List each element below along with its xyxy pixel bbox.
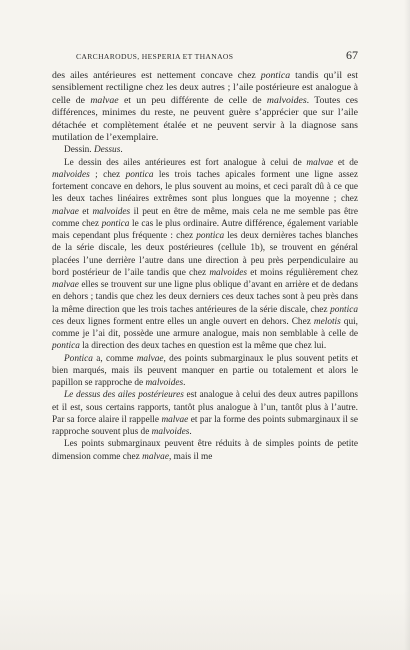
text-run: et moins régulièrement chez — [247, 267, 358, 278]
paragraph-2 — [52, 157, 358, 353]
text-run: les deux dernières taches blanches de la série discale, les deux postérieures (cellule 1b), se trouvent en général placées l’une derrière l’autre dans une direction à peu près perpendiculaire au bord postérieur de l’aile tandis que chez — [52, 231, 358, 278]
text-run: et par la forme des points submarginaux il se rapproche souvent plus de — [52, 414, 358, 438]
page-body — [52, 70, 358, 463]
paragraph-3 — [52, 353, 358, 390]
text-run: et un peu différente de celle de — [118, 94, 267, 106]
text-run: . — [183, 378, 186, 389]
page-foot-tint — [0, 590, 410, 650]
italic-term: malvoides — [52, 169, 90, 180]
text-run: le cas le plus ordinaire. Autre différence, également variable mais cependant plus fréquente : chez — [52, 218, 358, 242]
page-edge-shadow — [404, 0, 410, 650]
italic-term: pontica — [196, 231, 225, 242]
text-run: . — [120, 145, 123, 156]
italic-term: melotis — [313, 316, 341, 327]
text-run: . — [189, 427, 192, 438]
text-run: Le dessin des ailes antérieures est fort analogue à celui de — [64, 157, 307, 168]
text-run: tandis qu’il est sensiblement rectiligne chez les deux autres ; l’aile postérieure est analogue à celle de — [52, 70, 358, 106]
page-header — [52, 50, 358, 64]
text-run: qui, comme je l’ai dit, possède une armure analogue, mais non semblable à celle de — [52, 316, 358, 340]
italic-term: malvoides — [266, 94, 307, 106]
italic-term: malvoides — [145, 378, 184, 389]
page-number: 67 — [346, 48, 358, 62]
italic-term: malvae — [90, 94, 119, 106]
paragraph-5 — [52, 438, 358, 463]
text-run: , des points submarginaux le plus souvent petits et bien marqués, mais ils peuvent manquer en partie ou totalement et alors le papillon se rapproche de — [52, 353, 358, 389]
italic-term: pontica — [330, 304, 358, 315]
italic-term: malvae — [136, 353, 164, 364]
section-heading-dessin — [52, 144, 358, 156]
text-run: les trois taches apicales forment une ligne assez fortement concave en dehors, le plus souvent au moins, et ceci paraît dû à ce que les deux taches linéaires extrêmes sont plus longues que la moyenne ; chez — [52, 169, 358, 205]
italic-term: malvae — [142, 451, 169, 462]
text-run: la direction des deux taches en question est la même que chez lui. — [79, 341, 327, 352]
text-run: Les points submarginaux peuvent être réduits à de simples points de petite dimension comme chez — [52, 439, 358, 462]
italic-term: malvoides — [151, 427, 190, 438]
running-title: CARCHARODUS, HESPERIA ET THANAOS — [76, 52, 234, 61]
italic-term: pontica — [125, 169, 154, 180]
italic-term: malvoides — [209, 267, 248, 278]
text-run: a, comme — [92, 353, 137, 364]
text-run: ces deux lignes forment entre elles un angle ouvert en dehors. Chez — [52, 316, 314, 327]
italic-term: malvae — [306, 157, 334, 168]
italic-term: malvae — [52, 280, 79, 291]
italic-term: pontica — [260, 70, 291, 81]
paragraph-4 — [52, 389, 358, 438]
text-run: . Toutes ces différences, minimes du reste, ne peuvent guère s’apprécier que sur l’aile détachée et complètement étalée et ne peuvent servir à la diagnose sans mutilation de l’exemplaire. — [52, 94, 358, 144]
paragraph-1 — [52, 70, 358, 144]
italic-term: Dessus — [93, 145, 121, 156]
text-run: ; chez — [89, 169, 126, 180]
italic-term: malvae — [52, 206, 79, 217]
text-run: Dessin. — [64, 145, 94, 156]
italic-term: malvae — [161, 414, 189, 425]
italic-term: Pontica — [64, 353, 93, 364]
text-run: il peut en être de même, mais cela ne me semble pas être comme chez — [52, 206, 358, 229]
text-run: , mais il me — [168, 451, 213, 462]
italic-term: pontica — [101, 218, 130, 229]
italic-term: Le dessus des ailes postérieures — [64, 390, 184, 401]
text-run: et — [78, 206, 93, 217]
italic-term: malvoides — [92, 206, 131, 217]
text-run: des ailes antérieures est nettement concave chez — [52, 70, 261, 81]
text-run: et de — [333, 157, 358, 168]
text-run: elles se trouvent sur une ligne plus oblique d’avant en arrière et de dedans en dehors ; tandis que chez les deux derniers ces deux taches sont à peu près dans la même direction que les trois taches antérieures de la série discale, chez — [52, 280, 358, 315]
text-run: est analogue à celui des deux autres papillons et il est, sous certains rapports, tantôt plus analogue à l’un, tantôt plus à l’autre. Par sa force alaire il rappelle — [52, 390, 358, 425]
italic-term: pontica — [52, 341, 80, 352]
